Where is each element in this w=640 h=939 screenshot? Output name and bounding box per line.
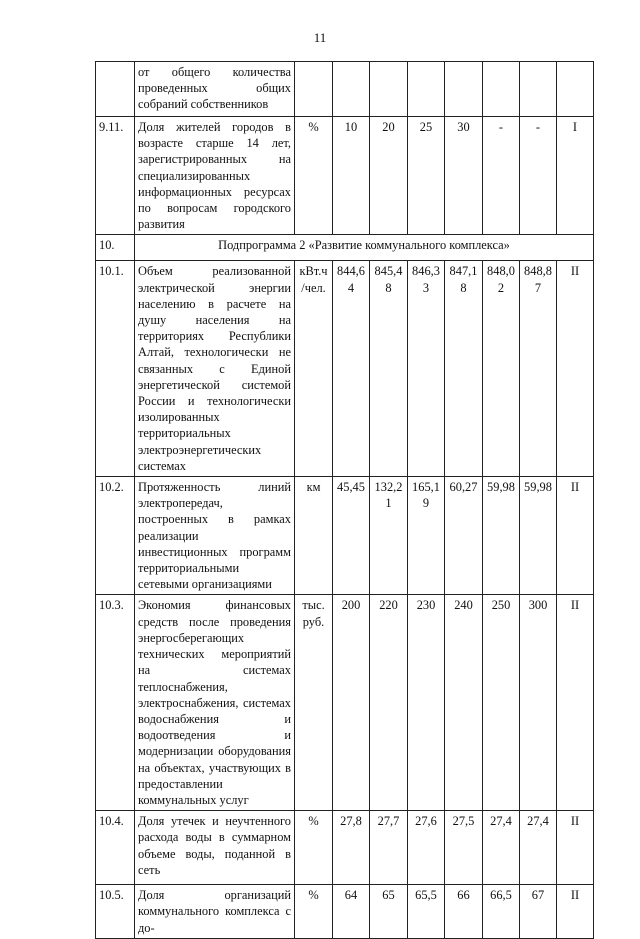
row-number: 10. (96, 235, 135, 261)
value-cell: 66,5 (483, 885, 520, 939)
category-cell: II (557, 811, 594, 885)
indicator-description: Доля организаций коммунального комплекса с до- (135, 885, 295, 939)
table-row (96, 811, 594, 885)
unit-cell (295, 62, 333, 117)
indicator-description: Доля утечек и неучтенного расхода воды в суммарном объеме воды, поданной в сеть (135, 811, 295, 885)
unit-cell: % (295, 117, 333, 235)
indicator-description: Экономия финансовых средств после проведения энергосберегающих технических мероприятий на системах теплоснабжения, электроснабжения, системах водоснабжения и водоотведения и модернизации оборудования на объектах, участвующих в предоставлении коммунальных услуг (135, 595, 295, 811)
value-cell: 220 (370, 595, 408, 811)
indicator-description: Объем реализованной электрической энергии населению в расчете на душу населения на территориях Республики Алтай, технологически не связанных с Единой энергетической системой России и технологически изолированных территориальных электроэнергетических системах (135, 261, 295, 477)
indicators-table (95, 61, 594, 939)
value-cell: 27,6 (408, 811, 445, 885)
value-cell: 240 (445, 595, 483, 811)
value-cell: 200 (333, 595, 370, 811)
category-cell: II (557, 261, 594, 477)
value-cell: 20 (370, 117, 408, 235)
value-cell: - (483, 117, 520, 235)
value-cell: - (520, 117, 557, 235)
value-cell: 846,33 (408, 261, 445, 477)
category-cell: II (557, 595, 594, 811)
table-row (96, 117, 594, 235)
value-cell: 27,4 (483, 811, 520, 885)
value-cell: 60,27 (445, 477, 483, 595)
row-number: 10.3. (96, 595, 135, 811)
value-cell: 250 (483, 595, 520, 811)
value-cell: 27,5 (445, 811, 483, 885)
category-cell: II (557, 477, 594, 595)
value-cell: 300 (520, 595, 557, 811)
unit-cell: тыс. руб. (295, 595, 333, 811)
category-cell: II (557, 885, 594, 939)
value-cell (408, 62, 445, 117)
page-number: 11 (313, 30, 327, 45)
subprogram-row (96, 235, 594, 261)
value-cell: 64 (333, 885, 370, 939)
value-cell: 27,8 (333, 811, 370, 885)
indicator-description: от общего количества проведенных общих собраний собственников (135, 62, 295, 117)
value-cell: 27,7 (370, 811, 408, 885)
value-cell: 165,19 (408, 477, 445, 595)
indicator-description: Протяженность линий электропередач, построенных в рамках реализации инвестиционных программ территориальными сетевыми организациями (135, 477, 295, 595)
value-cell: 845,48 (370, 261, 408, 477)
value-cell: 848,87 (520, 261, 557, 477)
category-cell (557, 62, 594, 117)
table-row (96, 595, 594, 811)
value-cell: 132,21 (370, 477, 408, 595)
indicator-description: Доля жителей городов в возрасте старше 14 лет, зарегистрированных на специализированных информационных ресурсах по вопросам городского развития (135, 117, 295, 235)
value-cell: 45,45 (333, 477, 370, 595)
table-row (96, 885, 594, 939)
row-number: 10.4. (96, 811, 135, 885)
value-cell: 27,4 (520, 811, 557, 885)
row-number: 10.1. (96, 261, 135, 477)
value-cell (333, 62, 370, 117)
subprogram-title: Подпрограмма 2 «Развитие коммунального комплекса» (135, 235, 594, 261)
unit-cell: км (295, 477, 333, 595)
unit-cell: % (295, 811, 333, 885)
value-cell (483, 62, 520, 117)
value-cell: 59,98 (483, 477, 520, 595)
value-cell: 30 (445, 117, 483, 235)
unit-cell: % (295, 885, 333, 939)
value-cell: 66 (445, 885, 483, 939)
table-row (96, 62, 594, 117)
category-cell: I (557, 117, 594, 235)
value-cell: 65,5 (408, 885, 445, 939)
value-cell (370, 62, 408, 117)
row-number: 10.2. (96, 477, 135, 595)
table-row (96, 477, 594, 595)
table-row (96, 261, 594, 477)
value-cell: 59,98 (520, 477, 557, 595)
row-number (96, 62, 135, 117)
row-number: 9.11. (96, 117, 135, 235)
value-cell (445, 62, 483, 117)
value-cell: 848,02 (483, 261, 520, 477)
unit-cell: кВт.ч /чел. (295, 261, 333, 477)
value-cell: 65 (370, 885, 408, 939)
value-cell: 67 (520, 885, 557, 939)
value-cell: 10 (333, 117, 370, 235)
value-cell: 847,18 (445, 261, 483, 477)
row-number: 10.5. (96, 885, 135, 939)
value-cell: 230 (408, 595, 445, 811)
value-cell: 25 (408, 117, 445, 235)
value-cell (520, 62, 557, 117)
value-cell: 844,64 (333, 261, 370, 477)
